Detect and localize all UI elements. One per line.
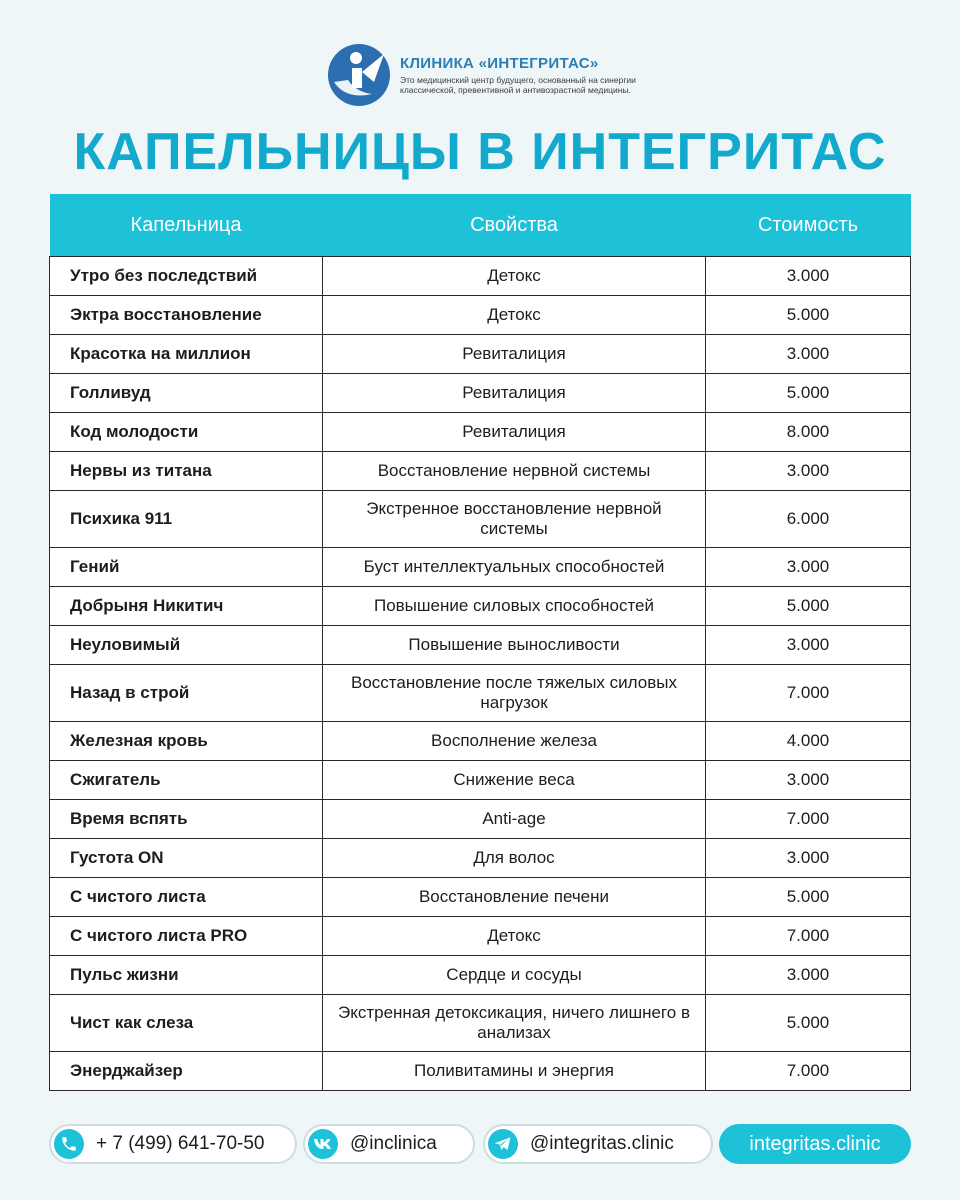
table-header-row [50, 194, 911, 257]
page-title: КАПЕЛЬНИЦЫ В ИНТЕГРИТАС [73, 123, 887, 181]
drip-name-cell: Психика 911 [50, 491, 323, 548]
drip-name-cell: Сжигатель [50, 761, 323, 800]
drip-name-cell: Голливуд [50, 374, 323, 413]
drip-name-cell: Густота ON [50, 839, 323, 878]
table-row [50, 548, 911, 587]
drip-price-cell: 3.000 [706, 626, 911, 665]
drip-name-cell: Энерджайзер [50, 1052, 323, 1091]
drip-price-cell: 4.000 [706, 722, 911, 761]
table-row [50, 587, 911, 626]
table-row [50, 491, 911, 548]
drip-price-cell: 3.000 [706, 452, 911, 491]
drip-properties-cell: Восстановление нервной системы [323, 452, 706, 491]
column-header: Свойства [323, 194, 706, 257]
website-link[interactable]: integritas.clinic [719, 1124, 911, 1164]
drip-properties-cell: Повышение силовых способностей [323, 587, 706, 626]
clinic-tagline: Это медицинский центр будущего, основанный на синергии классической, превентивной и антивозрастной медицины. [400, 75, 636, 95]
drip-properties-cell: Восстановление печени [323, 878, 706, 917]
brand-text [400, 55, 650, 95]
drip-name-cell: Время вспять [50, 800, 323, 839]
drip-properties-cell: Ревиталиция [323, 413, 706, 452]
table-row [50, 761, 911, 800]
table-row [50, 335, 911, 374]
drip-properties-cell: Повышение выносливости [323, 626, 706, 665]
column-header: Капельница [50, 194, 323, 257]
table-row [50, 665, 911, 722]
drip-properties-cell: Детокс [323, 257, 706, 296]
brand-header [326, 42, 650, 108]
drip-name-cell: Железная кровь [50, 722, 323, 761]
drip-name-cell: Неуловимый [50, 626, 323, 665]
table-row [50, 374, 911, 413]
drip-name-cell: Пульс жизни [50, 956, 323, 995]
drip-properties-cell: Снижение веса [323, 761, 706, 800]
drip-price-cell: 3.000 [706, 839, 911, 878]
vk-handle: @inclinica [350, 1133, 437, 1154]
drip-price-cell: 5.000 [706, 296, 911, 335]
table-row [50, 413, 911, 452]
drip-properties-cell: Экстренное восстановление нервной системы [323, 491, 706, 548]
drip-name-cell: Утро без последствий [50, 257, 323, 296]
drip-price-cell: 6.000 [706, 491, 911, 548]
drip-name-cell: Красотка на миллион [50, 335, 323, 374]
phone-icon [54, 1129, 84, 1159]
drip-properties-cell: Экстренная детоксикация, ничего лишнего в анализах [323, 995, 706, 1052]
column-header: Стоимость [706, 194, 911, 257]
drip-price-cell: 3.000 [706, 956, 911, 995]
clinic-name: КЛИНИКА «ИНТЕГРИТАС» [400, 55, 599, 72]
table-row [50, 917, 911, 956]
table-row [50, 956, 911, 995]
drip-price-cell: 3.000 [706, 548, 911, 587]
drip-name-cell: С чистого листа PRO [50, 917, 323, 956]
telegram-pill[interactable] [483, 1124, 713, 1164]
phone-number: + 7 (499) 641-70-50 [96, 1133, 265, 1154]
logo-icon [326, 42, 392, 108]
drip-price-cell: 7.000 [706, 1052, 911, 1091]
table-row [50, 995, 911, 1052]
drip-price-cell: 8.000 [706, 413, 911, 452]
table-row [50, 626, 911, 665]
drip-properties-cell: Восстановление после тяжелых силовых нагрузок [323, 665, 706, 722]
drip-price-cell: 5.000 [706, 374, 911, 413]
drip-properties-cell: Детокс [323, 917, 706, 956]
drip-name-cell: Код молодости [50, 413, 323, 452]
vk-pill[interactable] [303, 1124, 475, 1164]
table-row [50, 800, 911, 839]
telegram-icon [488, 1129, 518, 1159]
table-row [50, 257, 911, 296]
drip-price-cell: 3.000 [706, 761, 911, 800]
table-row [50, 722, 911, 761]
drip-price-cell: 3.000 [706, 257, 911, 296]
drip-name-cell: Нервы из титана [50, 452, 323, 491]
drip-properties-cell: Поливитамины и энергия [323, 1052, 706, 1091]
drip-name-cell: Эктра восстановление [50, 296, 323, 335]
drip-name-cell: С чистого листа [50, 878, 323, 917]
table-row [50, 1052, 911, 1091]
drip-properties-cell: Anti-age [323, 800, 706, 839]
vk-icon [308, 1129, 338, 1159]
drip-properties-cell: Сердце и сосуды [323, 956, 706, 995]
drip-properties-cell: Ревиталиция [323, 374, 706, 413]
drip-properties-cell: Для волос [323, 839, 706, 878]
drip-price-cell: 7.000 [706, 917, 911, 956]
drip-name-cell: Чист как слеза [50, 995, 323, 1052]
table-row [50, 452, 911, 491]
drip-properties-cell: Буст интеллектуальных способностей [323, 548, 706, 587]
drip-price-cell: 5.000 [706, 995, 911, 1052]
drip-name-cell: Добрыня Никитич [50, 587, 323, 626]
drip-properties-cell: Детокс [323, 296, 706, 335]
drip-price-cell: 5.000 [706, 878, 911, 917]
price-table [49, 194, 911, 1091]
drip-price-cell: 5.000 [706, 587, 911, 626]
contact-footer [49, 1124, 911, 1164]
drip-properties-cell: Ревиталиция [323, 335, 706, 374]
drip-price-cell: 7.000 [706, 665, 911, 722]
telegram-handle: @integritas.clinic [530, 1133, 674, 1154]
drip-name-cell: Назад в строй [50, 665, 323, 722]
table-row [50, 878, 911, 917]
drip-price-cell: 3.000 [706, 335, 911, 374]
table-row [50, 839, 911, 878]
drip-name-cell: Гений [50, 548, 323, 587]
table-body [50, 257, 911, 1091]
drip-price-cell: 7.000 [706, 800, 911, 839]
drip-properties-cell: Восполнение железа [323, 722, 706, 761]
phone-pill[interactable] [49, 1124, 297, 1164]
table-row [50, 296, 911, 335]
